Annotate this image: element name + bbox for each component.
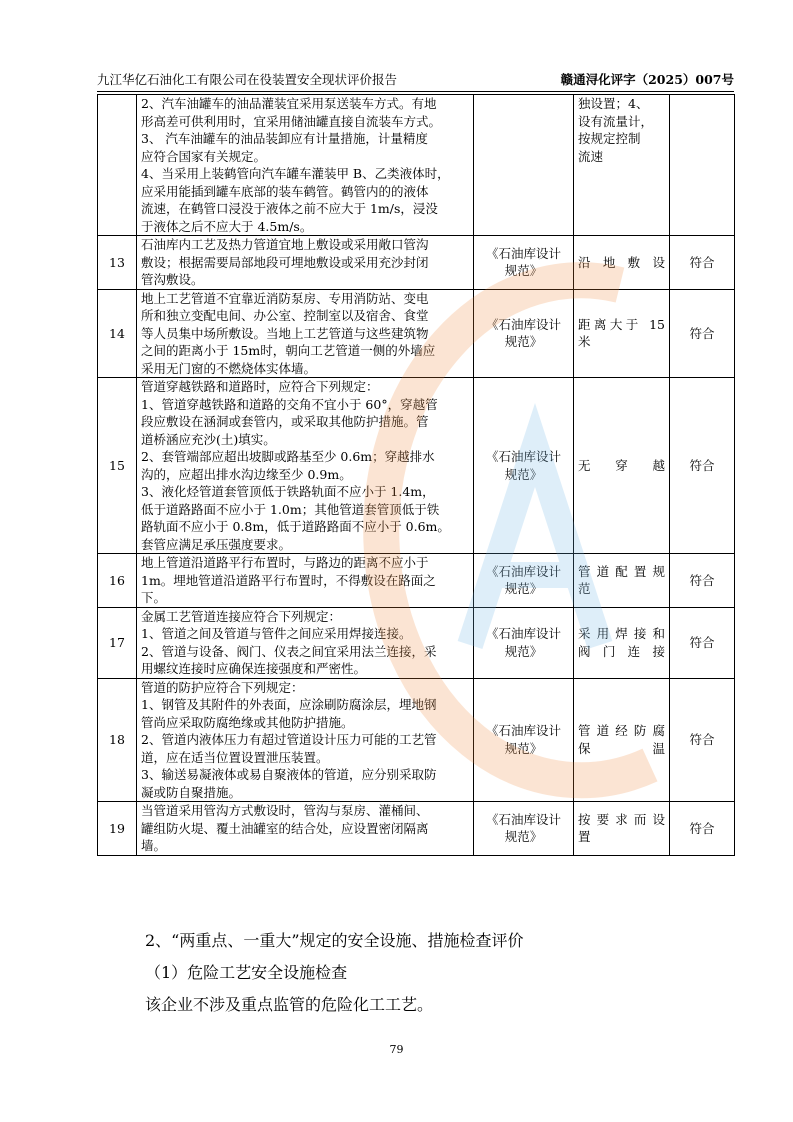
check-basis-line: 《石油库设计 [485, 626, 561, 641]
check-basis [474, 678, 574, 802]
check-basis [474, 802, 574, 856]
check-result: 符合 [670, 378, 735, 554]
check-content [137, 378, 474, 554]
actual-status [574, 236, 670, 290]
check-content-line: 管尚应采取防腐绝缘或其他防护措施。 [141, 714, 354, 730]
table-row [98, 289, 735, 378]
row-number: 15 [98, 378, 137, 554]
actual-status-line: 按规定控制 [578, 131, 641, 146]
actual-status-line: 按要求而设 [578, 811, 665, 827]
check-content-line: 2、管道内液体压力有超过管道设计压力可能的工艺管 [141, 732, 437, 747]
row-number: 17 [98, 607, 137, 678]
check-basis [474, 607, 574, 678]
actual-status-line: 米 [578, 334, 591, 350]
table-row [98, 378, 735, 554]
check-result: 符合 [670, 678, 735, 802]
table-row [98, 802, 735, 856]
actual-status-line: 无穿越 [578, 457, 665, 473]
actual-status-line: 阀门连接 [578, 643, 665, 659]
check-content-line: 地上管道沿道路平行布置时，与路边的距离不应小于 [141, 555, 429, 570]
check-content-line: 地上工艺管道不宜靠近消防泵房、专用消防站、变电 [141, 290, 429, 306]
check-content [137, 607, 474, 678]
actual-status [574, 802, 670, 856]
inspection-table [97, 94, 735, 856]
check-content-line: 敷设；根据需要局部地段可埋地敷设或采用充沙封闭 [141, 254, 429, 270]
row-number: 14 [98, 289, 137, 378]
check-content-line: 凝或防自聚措施。 [141, 784, 242, 800]
check-content-line: 套管应满足承压强度要求。 [141, 536, 292, 552]
row-number [98, 95, 137, 236]
body-paragraph: 该企业不涉及重点监管的危险化工工艺。 [145, 995, 434, 1014]
check-content-line: 2、汽车油罐车的油品灌装宜采用泵送装车方式。有地 [141, 96, 437, 111]
actual-status [574, 95, 670, 236]
actual-status [574, 554, 670, 608]
check-content [137, 802, 474, 856]
check-result: 符合 [670, 802, 735, 856]
actual-status-line: 管道配置规 [578, 563, 665, 579]
check-content-line: 形高差可供利用时，宜采用储油罐直接自流装车方式。 [141, 113, 442, 129]
check-content-line: 道，应在适当位置设置泄压装置。 [141, 749, 329, 765]
actual-status [574, 678, 670, 802]
check-content [137, 554, 474, 608]
actual-status-line: 独设置；4、 [578, 96, 649, 111]
check-basis-line: 《石油库设计 [485, 449, 561, 464]
check-content-line: 沟的，应超出排水沟边缘至少 0.9m。 [141, 466, 352, 482]
check-basis-line: 规范》 [504, 334, 543, 350]
check-content-line: 4、当采用上装鹤管向汽车罐车灌装甲 B、乙类液体时， [141, 166, 450, 181]
row-number: 16 [98, 554, 137, 608]
row-number: 19 [98, 802, 137, 856]
actual-status-line: 采用焊接和 [578, 626, 665, 641]
check-content-line: 段应敷设在涵洞或套管内，或采取其他防护措施。管 [141, 414, 429, 429]
table-row [98, 607, 735, 678]
actual-status-line: 范 [578, 581, 591, 597]
check-content-line: 3、液化烃管道套管顶低于铁路轨面不应小于 1.4m， [141, 484, 435, 499]
actual-status-line: 沿地敷设 [578, 254, 665, 270]
check-content [137, 289, 474, 378]
check-basis-line: 《石油库设计 [485, 245, 561, 261]
check-content-line: 采用无门窗的不燃烧体实体墙。 [141, 360, 317, 376]
check-content-line: 流速，在鹤管口浸没于液体之前不应大于 1m/s，浸没 [141, 201, 438, 216]
check-content-line: 管沟敷设。 [141, 272, 204, 287]
check-content-line: 管道的防护应符合下列规定： [141, 679, 304, 695]
check-content-line: 2、套管端部应超出坡脚或路基至少 0.6m；穿越排水 [141, 449, 435, 464]
check-basis-line: 《石油库设计 [485, 723, 561, 739]
check-basis [474, 378, 574, 554]
header-doc-number: 赣通浔化评字（2025）007号 [560, 72, 734, 87]
page-number: 79 [389, 1043, 404, 1056]
check-content-line: 1、管道穿越铁路和道路的交角不宜小于 60°，穿越管 [141, 396, 438, 412]
actual-status-line: 保温 [578, 740, 665, 756]
check-basis-line: 规范》 [504, 740, 543, 756]
actual-status-line: 距离大于 15 [578, 316, 665, 332]
check-basis-line: 《石油库设计 [485, 811, 561, 827]
check-content-line: 应采用能插到罐车底部的装车鹤管。鹤管内的的液体 [141, 183, 429, 199]
table-row [98, 236, 735, 290]
check-result [670, 95, 735, 236]
table-row [98, 95, 735, 236]
subsection-heading: （1）危险工艺安全设施检查 [145, 963, 348, 982]
check-content [137, 236, 474, 290]
check-content-line: 1m。埋地管道沿道路平行布置时，不得敷设在路面之 [141, 572, 436, 588]
check-content-line: 当管道采用管沟方式敷设时，管沟与泵房、灌桶间、 [141, 803, 429, 818]
table-row [98, 554, 735, 608]
check-basis-line: 《石油库设计 [485, 563, 561, 579]
check-result: 符合 [670, 236, 735, 290]
check-basis-line: 规范》 [504, 643, 543, 659]
check-content-line: 3、 汽车油罐车的油品装卸应有计量措施，计量精度 [141, 131, 428, 146]
check-content-line: 应符合国家有关规定。 [141, 148, 267, 164]
check-content-line: 于液体之后不应大于 4.5m/s。 [141, 218, 313, 234]
check-result: 符合 [670, 554, 735, 608]
check-content-line: 低于道路路面不应小于 1.0m；其他管道套管顶低于铁 [141, 501, 440, 517]
check-content-line: 下。 [141, 590, 167, 605]
actual-status [574, 289, 670, 378]
check-result: 符合 [670, 289, 735, 378]
row-number: 13 [98, 236, 137, 290]
actual-status-line: 设有流量计， [578, 113, 654, 129]
check-content-line: 墙。 [141, 838, 167, 853]
check-content [137, 95, 474, 236]
check-content [137, 678, 474, 802]
table-row [98, 678, 735, 802]
row-number: 18 [98, 678, 137, 802]
check-basis-line: 规范》 [504, 466, 543, 482]
check-content-line: 金属工艺管道连接应符合下列规定： [141, 608, 342, 624]
check-basis-line: 规范》 [504, 581, 543, 597]
check-basis [474, 554, 574, 608]
check-content-line: 所和独立变配电间、办公室、控制室以及宿舍、食堂 [141, 308, 429, 323]
check-basis-line: 规范》 [504, 263, 543, 279]
check-content-line: 1、钢管及其附件的外表面，应涂刷防腐涂层，埋地钢 [141, 697, 437, 712]
actual-status-line: 流速 [578, 148, 604, 164]
check-content-line: 之间的距离小于 15m时，朝向工艺管道一侧的外墙应 [141, 343, 436, 358]
check-content-line: 路轨面不应小于 0.8m，低于道路路面不应小于 0.6m。 [141, 519, 450, 534]
check-content-line: 1、管道之间及管道与管件之间应采用焊接连接。 [141, 626, 412, 641]
check-result: 符合 [670, 607, 735, 678]
actual-status [574, 607, 670, 678]
actual-status-line: 管道经防腐 [578, 723, 665, 739]
page-header [97, 70, 734, 92]
check-content-line: 2、管道与设备、阀门、仪表之间宜采用法兰连接，采 [141, 643, 437, 659]
check-content-line: 3、输送易凝液体或易自聚液体的管道，应分别采取防 [141, 767, 437, 782]
check-content-line: 道桥涵应充沙(土)填实。 [141, 431, 276, 447]
check-basis [474, 236, 574, 290]
actual-status-line: 置 [578, 829, 591, 845]
header-title: 九江华亿石油化工有限公司在役装置安全现状评价报告 [97, 72, 398, 87]
check-basis [474, 95, 574, 236]
check-content-line: 等人员集中场所敷设。当地上工艺管道与这些建筑物 [141, 325, 429, 341]
check-basis-line: 《石油库设计 [485, 316, 561, 332]
check-basis-line: 规范》 [504, 829, 543, 845]
check-content-line: 罐组防火堤、覆土油罐室的结合处，应设置密闭隔离 [141, 820, 429, 836]
check-basis [474, 289, 574, 378]
check-content-line: 管道穿越铁路和道路时，应符合下列规定： [141, 379, 379, 394]
check-content-line: 石油库内工艺及热力管道宜地上敷设或采用敞口管沟 [141, 237, 429, 252]
check-content-line: 用螺纹连接时应确保连接强度和严密性。 [141, 661, 367, 676]
section-heading: 2、“两重点、一重大”规定的安全设施、措施检查评价 [145, 931, 524, 950]
actual-status [574, 378, 670, 554]
